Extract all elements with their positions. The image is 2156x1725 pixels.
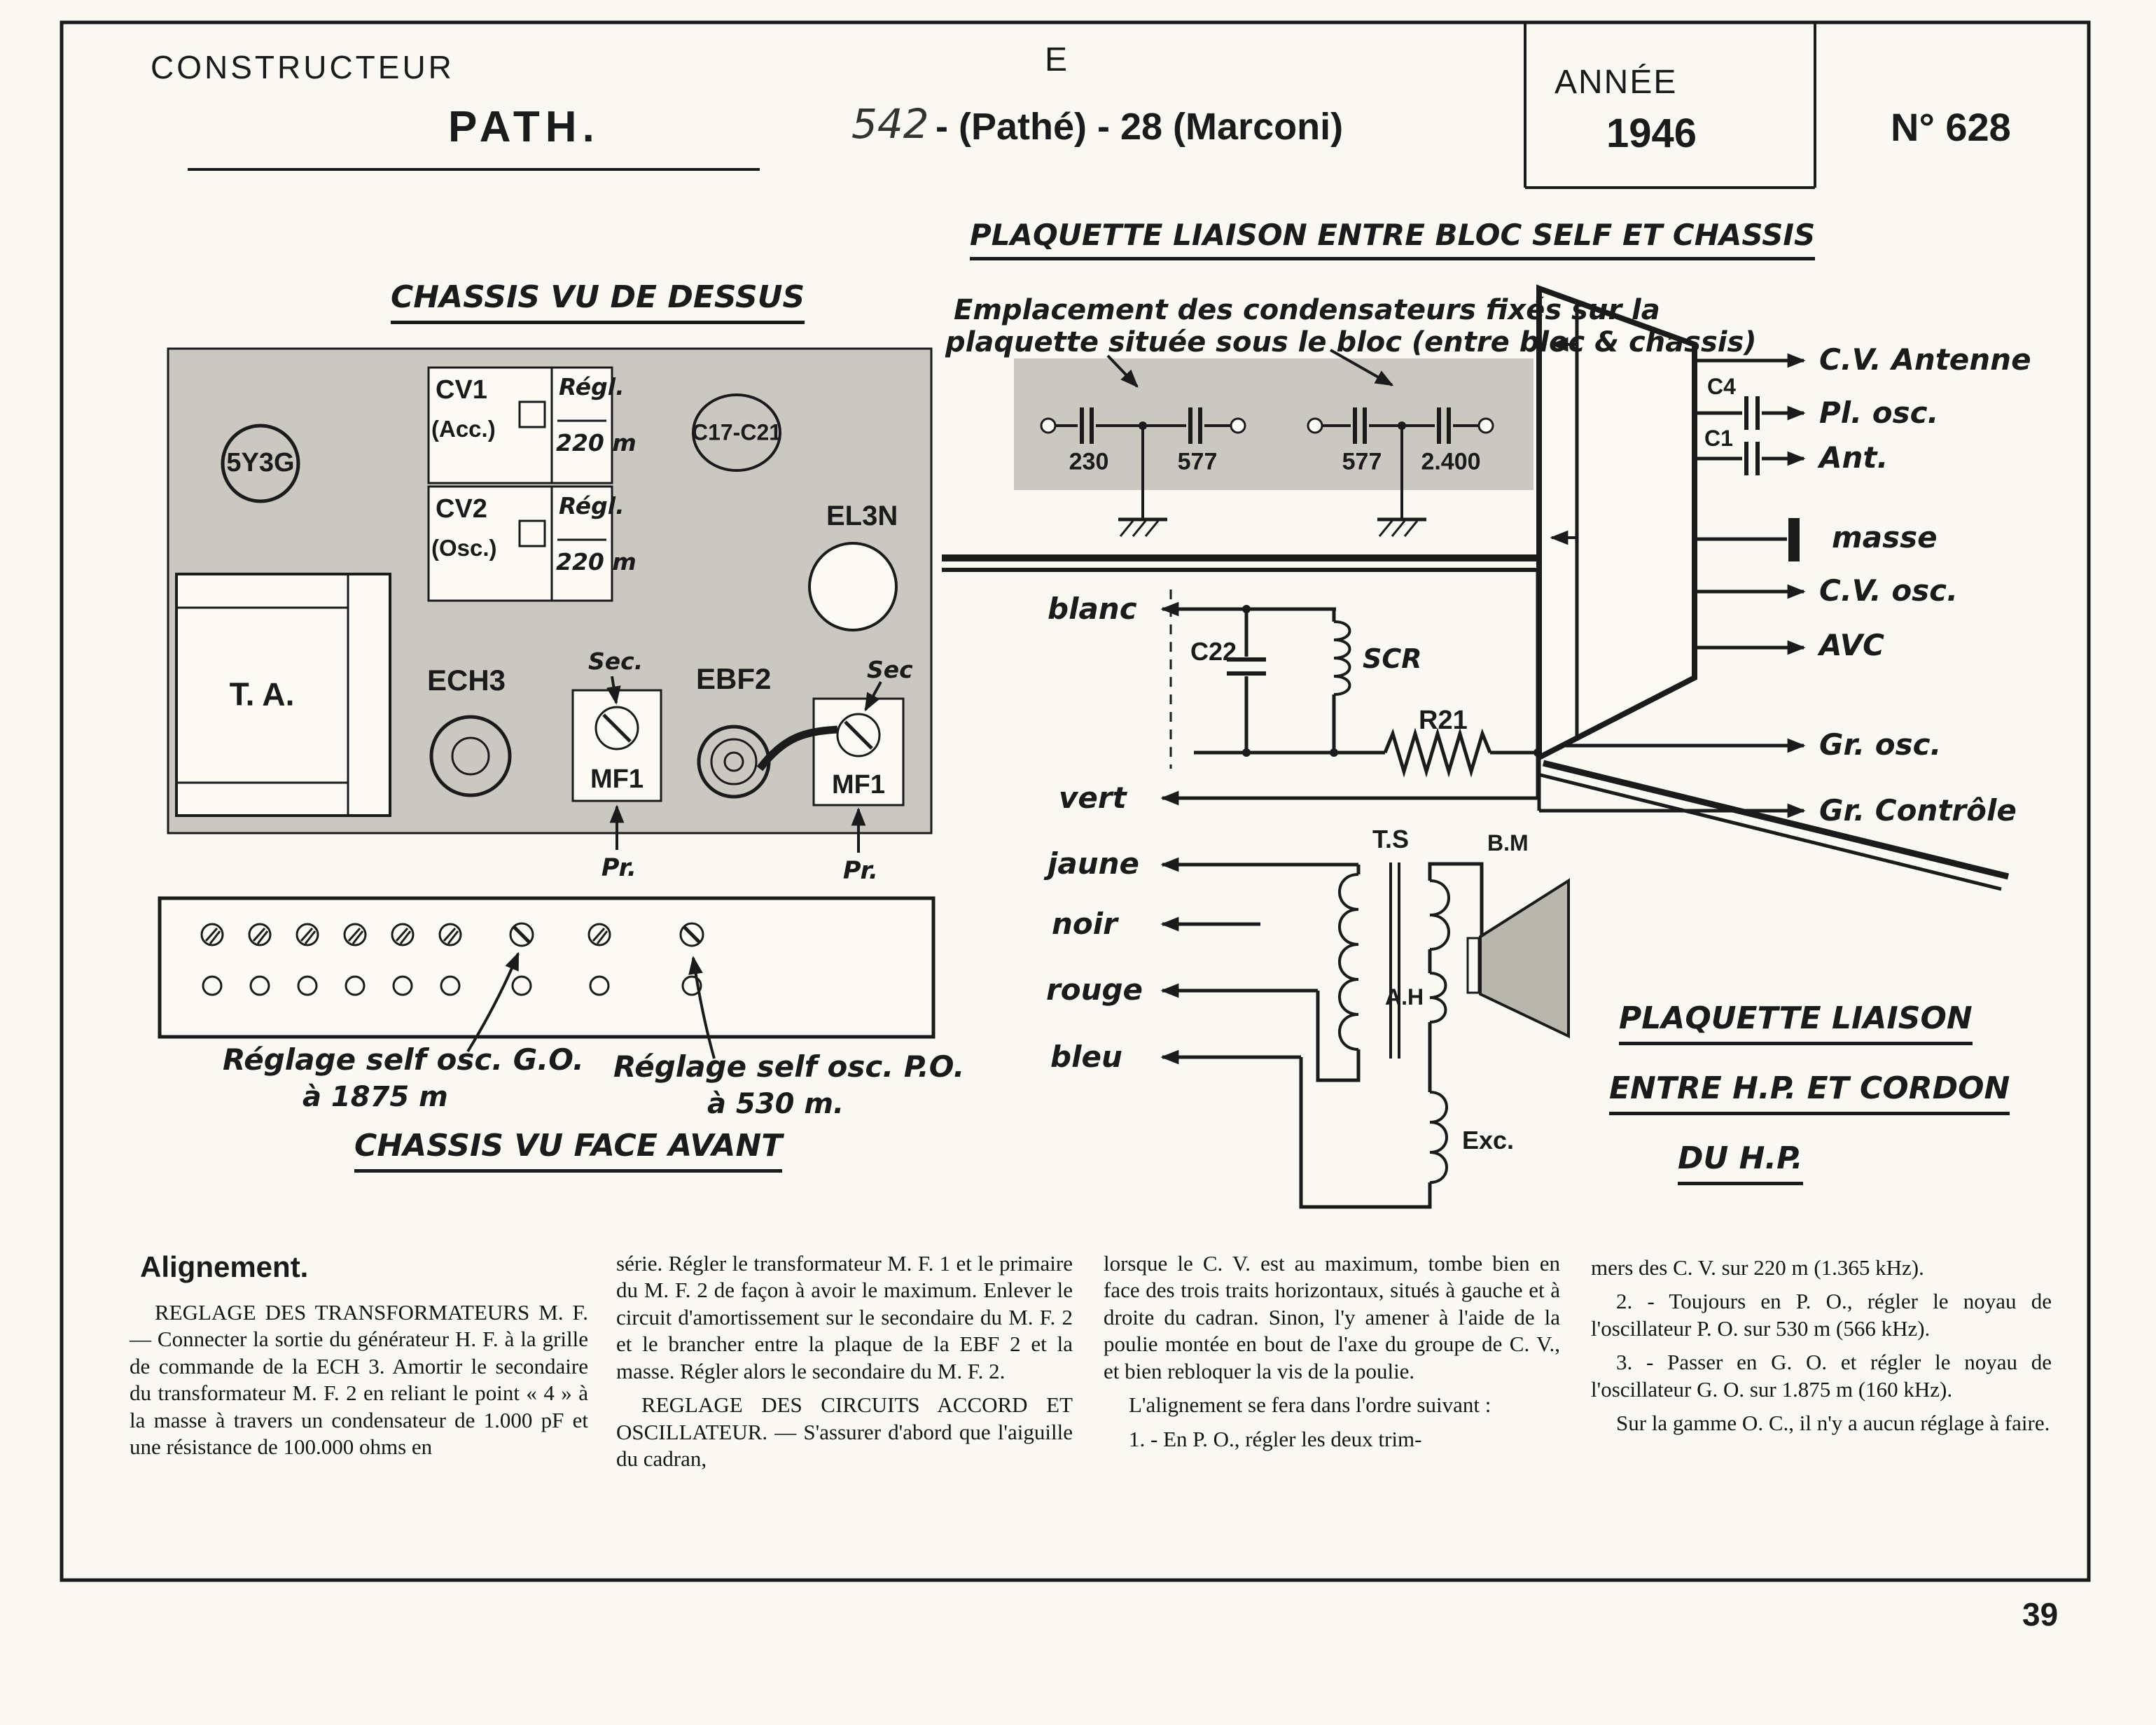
- title-chassis-avant: CHASSIS VU FACE AVANT: [354, 1129, 782, 1173]
- tube-ebf2-label: EBF2: [696, 662, 772, 695]
- fiche-numero: N° 628: [1891, 105, 2011, 149]
- model-label-fragment: E: [1045, 41, 1068, 78]
- pr-label-2: Pr.: [842, 856, 879, 885]
- alignment-column-2: [616, 1250, 1073, 1473]
- annee-label: ANNÉE: [1555, 64, 1678, 101]
- strip-value-2400: 2.400: [1421, 448, 1481, 475]
- component-c22: C22: [1190, 637, 1237, 666]
- alignment-paragraph: 2. - Toujours en P. O., régler le noyau de l'oscillateur P. O. sur 530 m (566 kHz).: [1591, 1289, 2052, 1341]
- alignment-paragraph: L'alignement se fera dans l'ordre suivant :: [1129, 1392, 1491, 1418]
- alignment-paragraph: 3. - Passer en G. O. et régler le noyau de l'oscillateur G. O. sur 1.875 m (160 kHz).: [1591, 1350, 2052, 1402]
- constructeur-label: CONSTRUCTEUR: [151, 49, 454, 85]
- alignment-heading: Alignement.: [140, 1250, 309, 1283]
- wire-rouge: rouge: [1046, 972, 1143, 1007]
- cv1-label: CV1: [436, 375, 487, 405]
- model-number-handwritten: 542: [851, 100, 929, 148]
- wire-vert: vert: [1059, 781, 1127, 815]
- component-bm: B.M: [1487, 830, 1529, 855]
- cv2-label: CV2: [436, 494, 487, 524]
- mf1-label-2: MF1: [832, 770, 885, 800]
- terminal-pl-osc: Pl. osc.: [1819, 396, 1939, 430]
- sec-label-1: Sec.: [588, 648, 644, 675]
- connector-block-drawing: [1539, 288, 1804, 811]
- tube-5y3g-label: 5Y3G: [226, 448, 295, 478]
- strip-value-230: 230: [1069, 448, 1109, 475]
- tube-el3n-label: EL3N: [826, 501, 898, 531]
- component-c1: C1: [1704, 426, 1733, 451]
- annee-value: 1946: [1606, 111, 1697, 156]
- sec-label-2: Sec: [867, 656, 913, 683]
- alignment-paragraph: REGLAGE DES CIRCUITS ACCORD ET OSCILLATEUR. — S'assurer d'abord que l'aiguille du cadran,: [616, 1392, 1073, 1472]
- tube-ech3-label: ECH3: [427, 664, 506, 697]
- terminal-cv-antenne: C.V. Antenne: [1819, 342, 2031, 377]
- note-line1: Emplacement des condensateurs fixés sur la: [954, 294, 1660, 326]
- alignment-paragraph: série. Régler le transformateur M. F. 1 et le primaire du M. F. 2 de façon à avoir le maximum. Enlever le circuit d'amortissement sur le secondaire du M. F. 2 et le brancher entre la plaque de la EBF 2 et la masse. Régler alors le secondaire du M. F. 2.: [616, 1251, 1073, 1383]
- cv1-regl-label: Régl.: [559, 373, 625, 400]
- reglage-go-line1: Réglage self osc. G.O.: [223, 1042, 584, 1077]
- component-ah: A.H: [1385, 984, 1424, 1010]
- cv2-value-label: 220 m: [556, 548, 637, 575]
- strip-value-577b: 577: [1342, 448, 1382, 475]
- title-plaquette-hp-line3: DU H.P.: [1678, 1141, 1803, 1185]
- title-chassis-dessus: CHASSIS VU DE DESSUS: [391, 280, 805, 324]
- terminal-masse: masse: [1832, 520, 1938, 554]
- wire-noir: noir: [1052, 907, 1118, 941]
- wire-bleu: bleu: [1050, 1040, 1122, 1074]
- alignment-paragraph: Sur la gamme O. C., il n'y a aucun réglage à faire.: [1616, 1411, 2050, 1436]
- cv2-regl-label: Régl.: [559, 492, 625, 519]
- condenser-strip-drawing: [1014, 350, 1533, 536]
- brand-name: PATH.: [448, 103, 600, 151]
- alignment-column-3: [1104, 1250, 1560, 1453]
- terminal-cv-osc: C.V. osc.: [1819, 573, 1959, 608]
- component-exc: Exc.: [1462, 1126, 1515, 1154]
- chassis-top-view-drawing: [168, 349, 931, 853]
- alignment-paragraph: mers des C. V. sur 220 m (1.365 kHz).: [1591, 1255, 1924, 1280]
- mf1-label-1: MF1: [590, 764, 644, 795]
- model-text: - (Pathé) - 28 (Marconi): [936, 106, 1344, 148]
- terminal-avc: AVC: [1819, 628, 1884, 662]
- alignment-paragraph: lorsque le C. V. est au maximum, tombe bien en face des trois traits horizontaux, situés à gauche et à droite du cadran. Sinon, l'y amener à l'aide de la poulie montée en bout de l'axe du groupe de C. V., et bien rebloquer la vis de la poulie.: [1104, 1251, 1560, 1383]
- alignment-column-1: [130, 1299, 588, 1461]
- cv1-sub-label: (Acc.): [431, 416, 496, 442]
- alignment-column-4: [1591, 1255, 2052, 1437]
- title-plaquette-hp-line2: ENTRE H.P. ET CORDON: [1609, 1071, 2010, 1115]
- component-c4: C4: [1707, 374, 1736, 399]
- title-plaquette-bloc: PLAQUETTE LIAISON ENTRE BLOC SELF ET CHASSIS: [970, 218, 1815, 260]
- terminal-ant: Ant.: [1819, 440, 1889, 475]
- condensers-label: C17-C21: [691, 419, 782, 445]
- component-scr: SCR: [1363, 643, 1422, 674]
- reglage-po-line2: à 530 m.: [707, 1088, 844, 1120]
- cv2-sub-label: (Osc.): [431, 535, 497, 561]
- wire-jaune: jaune: [1048, 846, 1140, 881]
- title-plaquette-hp-line1: PLAQUETTE LIAISON: [1619, 1001, 1973, 1045]
- alignment-paragraph: 1. - En P. O., régler les deux trim-: [1129, 1426, 1422, 1451]
- pr-label-1: Pr.: [601, 853, 637, 882]
- terminal-gr-osc: Gr. osc.: [1819, 727, 1942, 762]
- cv1-value-label: 220 m: [556, 429, 637, 456]
- reglage-go-line2: à 1875 m: [302, 1081, 448, 1113]
- page-number: 39: [2022, 1596, 2059, 1633]
- transfo-alim-label: T. A.: [229, 676, 295, 713]
- component-r21: R21: [1419, 706, 1468, 735]
- wire-blanc: blanc: [1048, 592, 1137, 626]
- strip-value-577a: 577: [1177, 448, 1218, 475]
- front-panel-drawing: [160, 898, 933, 1059]
- note-line2: plaquette située sous le bloc (entre bloc & chassis): [945, 326, 1757, 358]
- component-ts: T.S: [1372, 825, 1410, 853]
- terminal-gr-controle: Gr. Contrôle: [1819, 793, 2017, 827]
- reglage-po-line1: Réglage self osc. P.O.: [613, 1049, 965, 1084]
- alignment-paragraph: REGLAGE DES TRANSFORMATEURS M. F. — Connecter la sortie du générateur H. F. à la grille de commande de la ECH 3. Amortir le secondaire du transformateur M. F. 2 en reliant le point « 4 » à la masse à travers un condensateur de 1.000 pF et une résistance de 100.000 ohms en: [130, 1300, 588, 1460]
